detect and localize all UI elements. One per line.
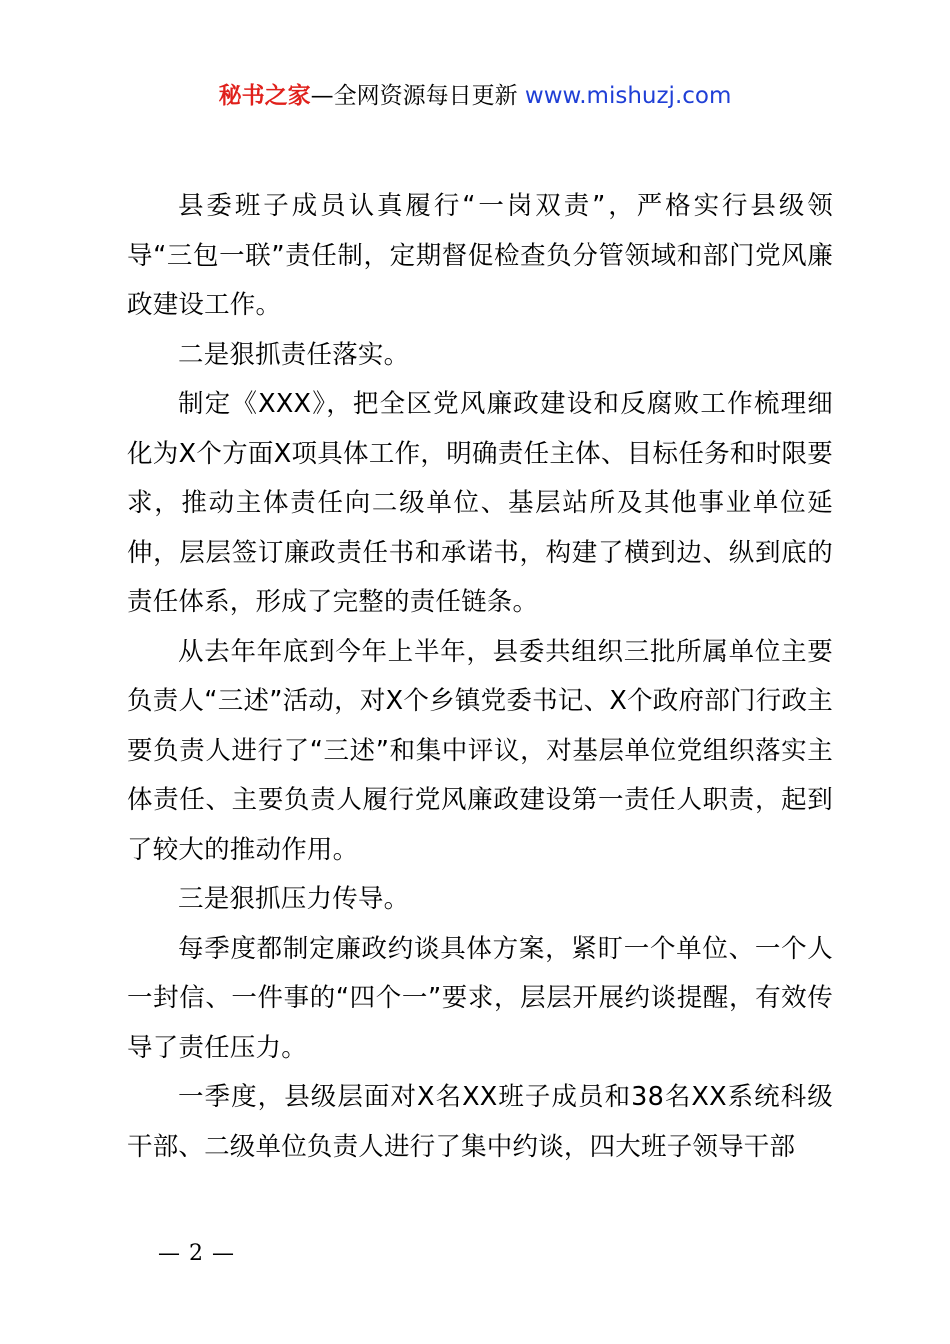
body-paragraph: 县委班子成员认真履行“一岗双责”，严格实行县级领导“三包一联”责任制，定期督促检查负分管领域和部门党风廉政建设工作。 xyxy=(127,191,833,320)
site-header xyxy=(0,80,950,112)
section-heading: 三是狠抓压力传导。 xyxy=(178,884,410,914)
body-paragraph: 每季度都制定廉政约谈具体方案，紧盯一个单位、一个人一封信、一件事的“四个一”要求，层层开展约谈提醒，有效传导了责任压力。 xyxy=(127,933,833,1063)
section-heading: 二是狠抓责任落实。 xyxy=(178,339,410,370)
site-url-link[interactable]: www.mishuzj.com xyxy=(524,83,732,109)
page-number: — 2 — xyxy=(158,1241,235,1266)
site-brand: 秘书之家 xyxy=(218,83,311,109)
body-paragraph: 从去年年底到今年上半年，县委共组织三批所属单位主要负责人“三述”活动，对X个乡镇党委书记、X个政府部门行政主要负责人进行了“三述”和集中评议，对基层单位党组织落实主体责任、主要负责人履行党风廉政建设第一责任人职责，起到了较大的推动作用。 xyxy=(127,636,833,865)
site-tagline: —全网资源每日更新 xyxy=(310,83,518,109)
document-body xyxy=(127,182,833,1172)
body-paragraph: 制定《XXX》，把全区党风廉政建设和反腐败工作梳理细化为X个方面X项具体工作，明确责任主体、目标任务和时限要求，推动主体责任向二级单位、基层站所及其他事业单位延伸，层层签订廉政责任书和承诺书，构建了横到边、纵到底的责任体系，形成了完整的责任链条。 xyxy=(127,389,833,617)
body-paragraph: 一季度，县级层面对X名XX班子成员和38名XX系统科级干部、二级单位负责人进行了集中约谈，四大班子领导干部 xyxy=(127,1082,833,1162)
